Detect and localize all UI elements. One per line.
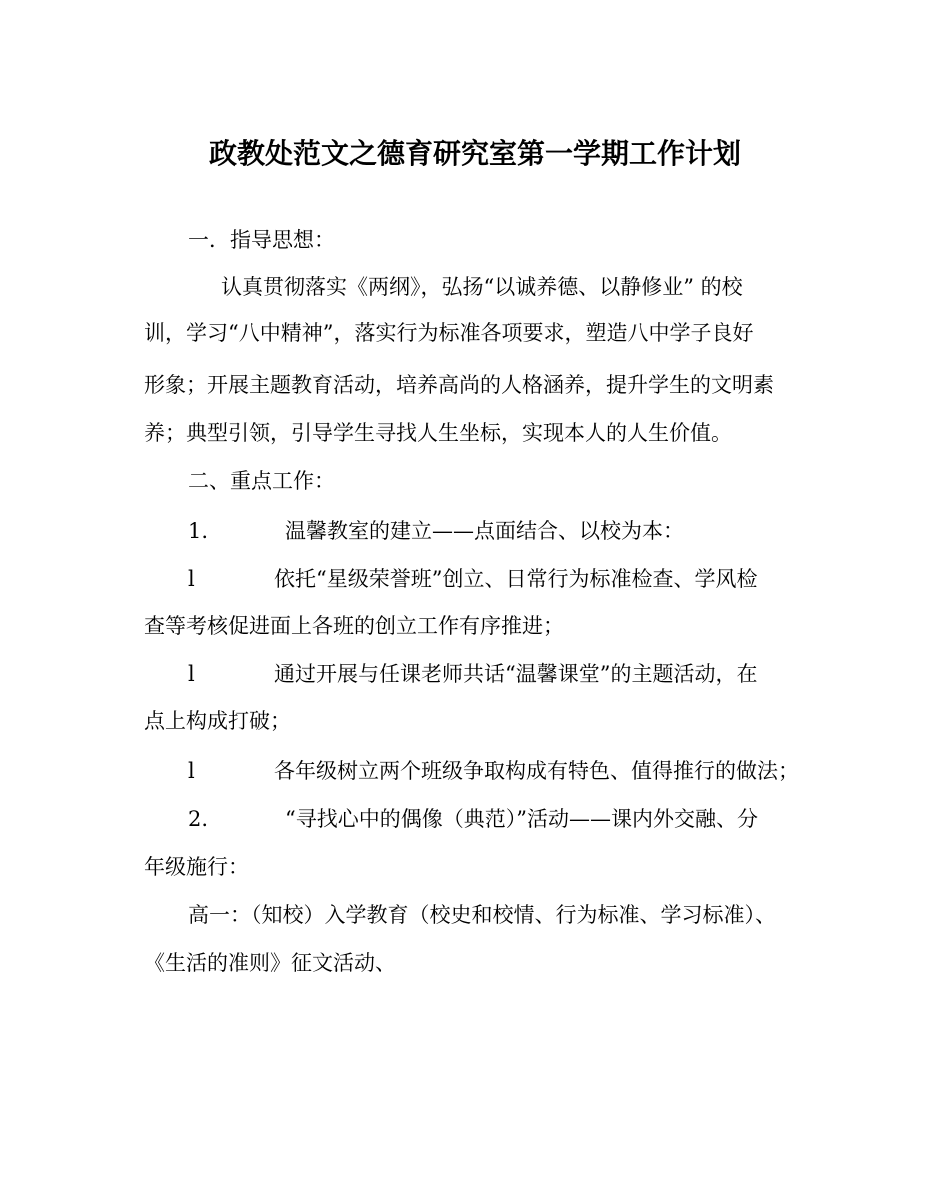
- bullet-line: 各年级树立两个班级争取构成有特色、值得推行的做法；: [274, 759, 799, 783]
- grade-line: 《生活的准则》征文活动、: [144, 951, 396, 975]
- section-heading-guiding-ideology: 一．指导思想：: [188, 228, 335, 252]
- item-number: 2.: [188, 807, 209, 831]
- bullet-line: 点上构成打破；: [144, 709, 291, 733]
- bullet-line: 通过开展与任课老师共话“温馨课堂”的主题活动，在: [274, 662, 758, 686]
- section-heading-key-work: 二、重点工作：: [188, 469, 335, 493]
- item-heading: “寻找心中的偶像（典范）”活动——课内外交融、分: [285, 807, 758, 831]
- paragraph-line: 训，学习“八中精神”，落实行为标准各项要求，塑造八中学子良好: [144, 321, 754, 345]
- bullet-marker: l: [188, 759, 195, 783]
- bullet-marker: l: [188, 567, 195, 591]
- paragraph-line: 形象；开展主题教育活动，培养高尚的人格涵养，提升学生的文明素: [144, 373, 774, 397]
- bullet-line: 依托“星级荣誉班”创立、日常行为标准检查、学风检: [274, 567, 758, 591]
- item-heading: 温馨教室的建立——点面结合、以校为本：: [285, 519, 684, 543]
- grade-line: 高一：（知校）入学教育（校史和校情、行为标准、学习标准）、: [188, 903, 776, 927]
- document-title: 政教处范文之德育研究室第一学期工作计划: [208, 137, 741, 170]
- paragraph-line: 认真贯彻落实《两纲》，弘扬“以诚养德、以静修业” 的校: [221, 275, 743, 299]
- bullet-line: 查等考核促进面上各班的创立工作有序推进；: [144, 614, 564, 638]
- item-number: 1.: [188, 519, 209, 543]
- item-heading-continued: 年级施行：: [144, 855, 249, 879]
- paragraph-line: 养；典型引领，引导学生寻找人生坐标，实现本人的人生价值。: [144, 421, 732, 445]
- bullet-marker: l: [188, 662, 195, 686]
